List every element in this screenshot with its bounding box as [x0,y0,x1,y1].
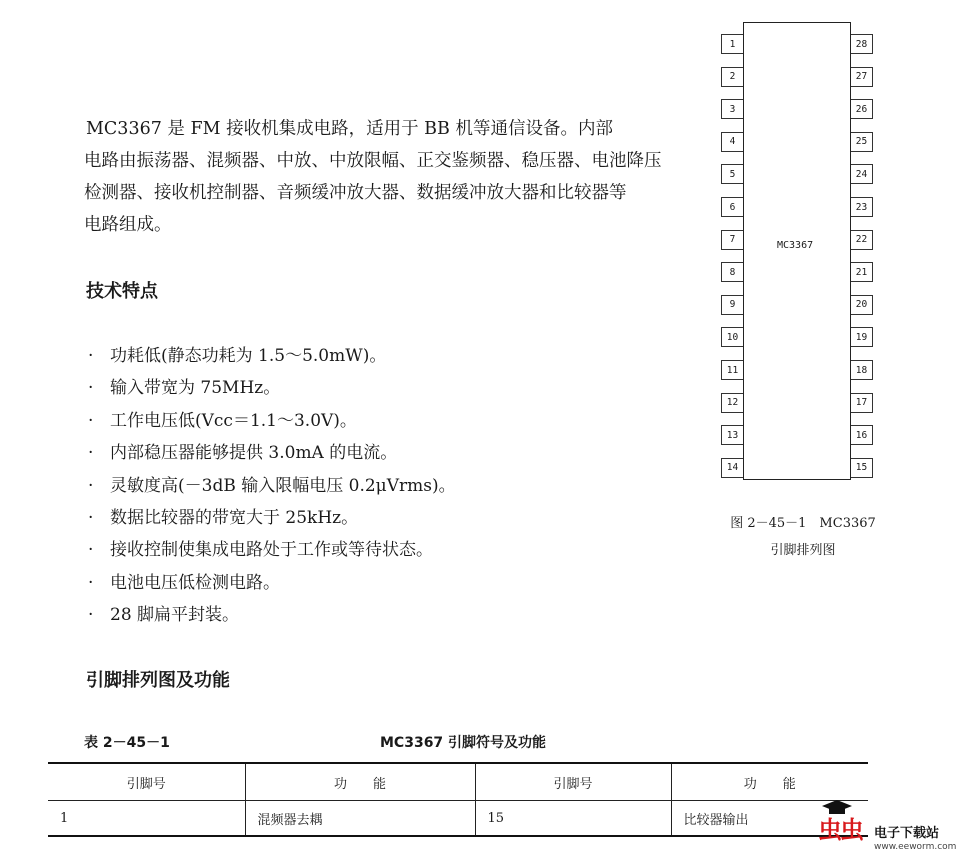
pin-label: 13 [721,425,743,445]
table-header-cell: 功 能 [671,763,868,801]
feature-item [88,599,456,631]
feature-text: 输入带宽为 75MHz。 [110,378,281,399]
pin-label: 22 [851,230,873,250]
bullet-dot: · [88,410,94,431]
pin-label: 9 [721,295,743,315]
feature-item [88,567,456,599]
pin-label: 15 [851,458,873,478]
pinout-heading: 引脚排列图及功能 [86,670,230,691]
pin-label: 28 [851,34,873,54]
pin-label: 25 [851,132,873,152]
watermark-url: www.eeworm.com [874,842,957,852]
feature-item [88,502,456,534]
pin-label: 21 [851,262,873,282]
bullet-dot: · [88,443,94,464]
watermark-logo: 虫虫 [818,816,862,844]
bullet-dot: · [88,475,94,496]
intro-line: 电路组成。 [84,215,172,235]
pin-label: 3 [721,99,743,119]
table-cell: 1 [48,801,245,837]
feature-text: 灵敏度高(－3dB 输入限幅电压 0.2μVrms)。 [110,475,456,496]
pin-label: 16 [851,425,873,445]
pin-label: 17 [851,393,873,413]
feature-text: 功耗低(静态功耗为 1.5～5.0mW)。 [110,346,387,366]
bullet-dot: · [88,378,94,399]
table-header-row [48,763,868,801]
table-cell: 混频器去耦 [245,801,475,837]
feature-item [88,470,456,502]
bullet-dot: · [88,572,94,593]
bullet-dot: · [88,508,94,529]
figure-caption-line2: 引脚排列图 [770,543,836,558]
table-header-cell: 引脚号 [48,763,245,801]
feature-text: 28 脚扁平封装。 [110,605,240,626]
pin-label: 26 [851,99,873,119]
table-number: 表 2－45－1 [84,735,170,751]
bullet-dot: · [88,346,94,366]
features-heading: 技术特点 [86,281,158,302]
intro-line: 检测器、接收机控制器、音频缓冲放大器、数据缓冲放大器和比较器等 [84,183,627,203]
pin-label: 7 [721,230,743,250]
pin-function-table [48,762,868,837]
table-title: MC3367 引脚符号及功能 [380,735,547,751]
intro-paragraph [84,113,690,241]
feature-item [88,372,456,404]
feature-item [88,534,456,566]
pin-label: 19 [851,327,873,347]
pin-label: 11 [721,360,743,380]
pin-label: 8 [721,262,743,282]
table-row [48,801,868,837]
site-watermark [808,798,958,856]
feature-text: 工作电压低(Vcc＝1.1～3.0V)。 [110,410,357,431]
ic-package-body [743,22,851,480]
table-cell: 15 [475,801,671,837]
feature-text: 电池电压低检测电路。 [110,572,280,593]
pin-label: 24 [851,164,873,184]
feature-text: 数据比较器的带宽大于 25kHz。 [110,508,359,529]
pin-label: 2 [721,67,743,87]
features-list [88,340,456,632]
intro-line: MC3367 是 FM 接收机集成电路，适用于 BB 机等通信设备。内部 [86,119,613,139]
feature-item [88,437,456,469]
pin-label: 23 [851,197,873,217]
pin-label: 4 [721,132,743,152]
pin-label: 5 [721,164,743,184]
table-header-cell: 功 能 [245,763,475,801]
pin-label: 12 [721,393,743,413]
bullet-dot: · [88,605,94,626]
bullet-dot: · [88,540,94,561]
table-header-cell: 引脚号 [475,763,671,801]
chip-label: MC3367 [777,240,814,251]
feature-item [88,405,456,437]
feature-item [88,340,456,372]
table-cell: 比较器输出 [671,801,868,837]
intro-line: 电路由振荡器、混频器、中放、中放限幅、正交鉴频器、稳压器、电池降压 [84,151,662,171]
pin-label: 6 [721,197,743,217]
feature-text: 接收控制使集成电路处于工作或等待状态。 [110,540,433,561]
figure-caption [718,510,888,564]
pin-label: 1 [721,34,743,54]
pin-label: 20 [851,295,873,315]
pin-label: 18 [851,360,873,380]
figure-caption-line1: 图 2－45－1 MC3367 [730,516,876,531]
watermark-site-name: 电子下载站 [874,826,940,841]
pin-label: 14 [721,458,743,478]
pin-label: 27 [851,67,873,87]
pin-label: 10 [721,327,743,347]
feature-text: 内部稳压器能够提供 3.0mA 的电流。 [110,443,398,464]
